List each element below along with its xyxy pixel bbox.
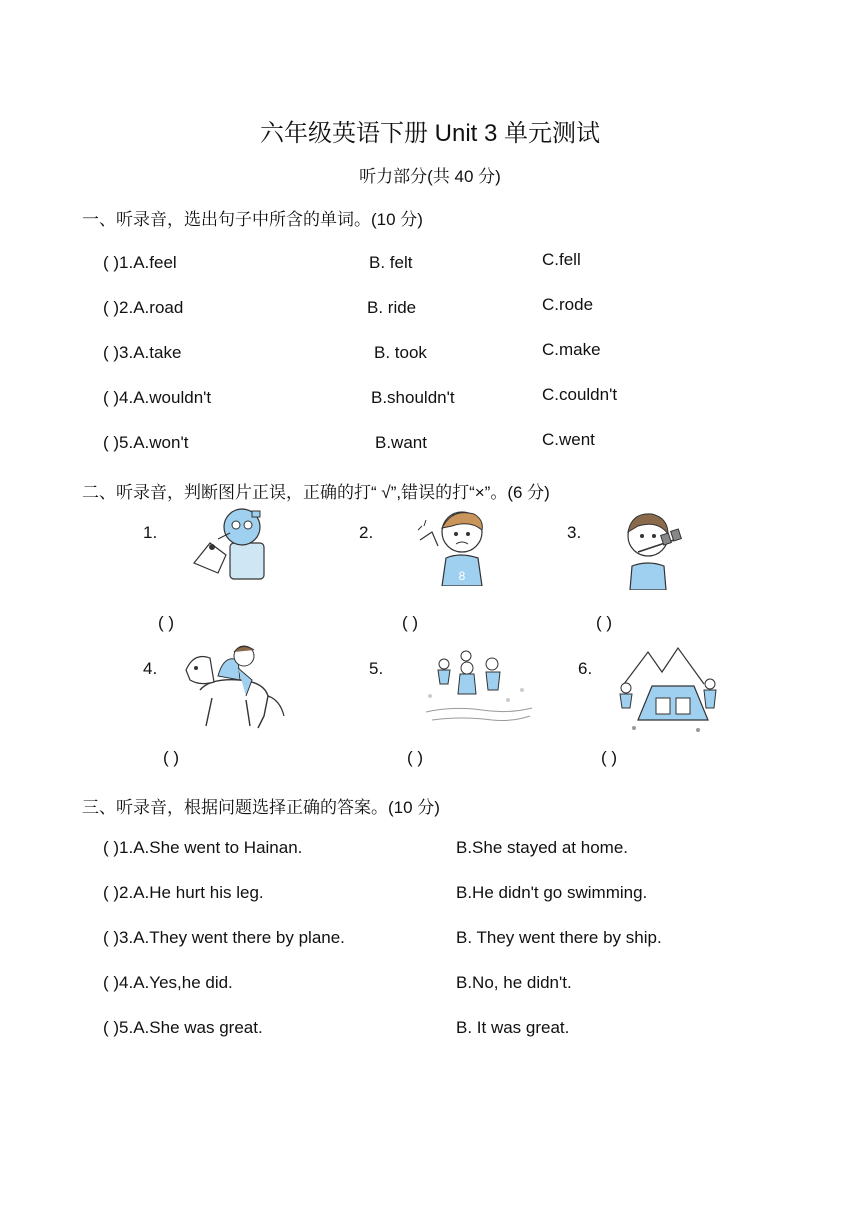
s1-q4-option-c: C.couldn't bbox=[542, 385, 618, 404]
s1-q4-stem: ( )4.A.wouldn't bbox=[103, 388, 212, 407]
s3-q5-stem: ( )5.A.She was great. bbox=[103, 1018, 263, 1037]
picture-number-6: 6. bbox=[578, 659, 593, 678]
answer-blank-5[interactable]: ( ) bbox=[407, 748, 424, 767]
s3-q2-stem: ( )2.A.He hurt his leg. bbox=[103, 883, 264, 902]
answer-blank-4[interactable]: ( ) bbox=[163, 748, 180, 767]
s1-q4-option-b: B.shouldn't bbox=[371, 388, 455, 407]
picture-number-5: 5. bbox=[369, 659, 384, 678]
s1-q1-option-b: B. felt bbox=[369, 253, 413, 272]
page-subtitle: 听力部分(共 40 分) bbox=[359, 167, 501, 186]
s1-q5-option-b: B.want bbox=[375, 433, 427, 452]
svg-text:8: 8 bbox=[458, 569, 466, 583]
s3-q1-stem: ( )1.A.She went to Hainan. bbox=[103, 838, 303, 857]
picture-number-4: 4. bbox=[143, 659, 158, 678]
picture-number-3: 3. bbox=[567, 523, 582, 542]
s1-q2-stem: ( )2.A.road bbox=[103, 298, 184, 317]
picture-number-1: 1. bbox=[143, 523, 158, 542]
s3-q4-stem: ( )4.A.Yes,he did. bbox=[103, 973, 233, 992]
s1-q3-option-b: B. took bbox=[374, 343, 427, 362]
answer-blank-1[interactable]: ( ) bbox=[158, 613, 175, 632]
s3-q3-stem: ( )3.A.They went there by plane. bbox=[103, 928, 345, 947]
s1-q5-stem: ( )5.A.won't bbox=[103, 433, 189, 452]
s3-q2-option-b: B.He didn't go swimming. bbox=[456, 883, 648, 902]
s1-q1-option-c: C.fell bbox=[542, 250, 581, 269]
section3-heading: 三、听录音，根据问题选择正确的答案。(10 分) bbox=[82, 798, 440, 817]
s1-q5-option-c: C.went bbox=[542, 430, 595, 449]
kids-in-snow-picture bbox=[422, 650, 534, 726]
tent-camping-picture bbox=[614, 644, 720, 734]
s1-q3-stem: ( )3.A.take bbox=[103, 343, 182, 362]
s1-q2-option-c: C.rode bbox=[542, 295, 594, 314]
s3-q3-option-b: B. They went there by ship. bbox=[456, 928, 662, 947]
s1-q1-stem: ( )1.A.feel bbox=[103, 253, 177, 272]
answer-blank-2[interactable]: ( ) bbox=[402, 613, 419, 632]
page-title: 六年级英语下册 Unit 3 单元测试 bbox=[259, 120, 601, 147]
section2-heading: 二、听录音，判断图片正误，正确的打“ √”,错误的打“×”。(6 分) bbox=[82, 483, 550, 502]
s3-q1-option-b: B.She stayed at home. bbox=[456, 838, 628, 857]
answer-blank-6[interactable]: ( ) bbox=[601, 748, 618, 767]
boy-eating-skewer-picture bbox=[618, 504, 690, 590]
s3-q4-option-b: B.No, he didn't. bbox=[456, 973, 572, 992]
boy-hurt-finger-picture bbox=[412, 502, 504, 586]
horse-riding-picture bbox=[180, 640, 288, 730]
s1-q2-option-b: B. ride bbox=[367, 298, 417, 317]
picture-number-2: 2. bbox=[359, 523, 374, 542]
dentist-robot-picture bbox=[190, 503, 268, 581]
s3-q5-option-b: B. It was great. bbox=[456, 1018, 570, 1037]
answer-blank-3[interactable]: ( ) bbox=[596, 613, 613, 632]
s1-q3-option-c: C.make bbox=[542, 340, 601, 359]
section1-heading: 一、听录音，选出句子中所含的单词。(10 分) bbox=[82, 210, 423, 229]
